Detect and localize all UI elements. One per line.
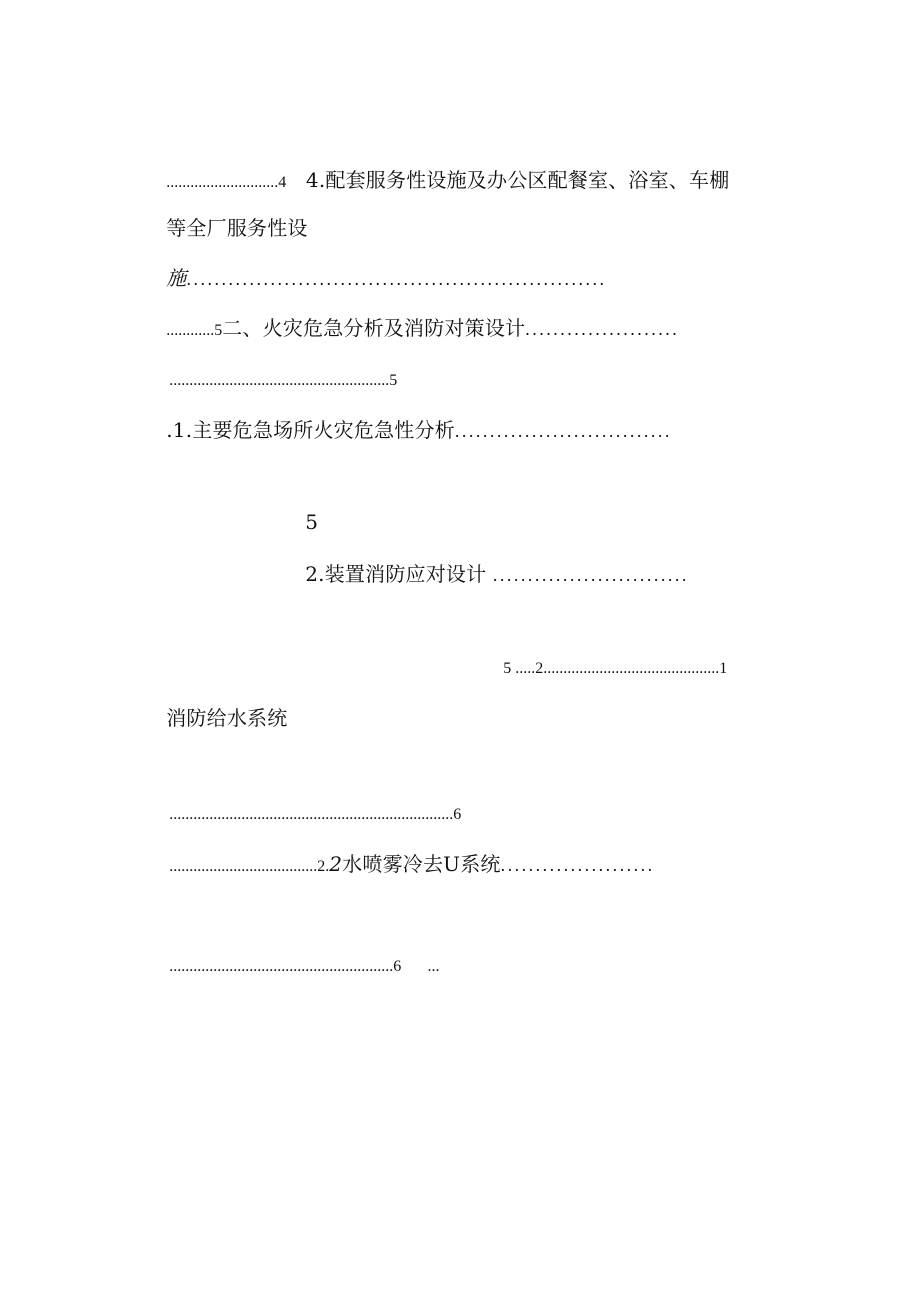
toc-entry-fire-design: 2.装置消防应对设计: [305, 562, 487, 586]
toc-entry-water-supply: 消防给水系统: [166, 706, 288, 730]
toc-leader-dots: ......................: [525, 319, 680, 339]
toc-line-9: [477, 630, 727, 705]
toc-line-8: [279, 538, 689, 611]
toc-entry-number: 5 .....2.: [503, 660, 548, 677]
toc-line-13: [143, 928, 439, 1003]
toc-leader-dots: .....................................2.: [169, 858, 330, 875]
toc-leader-dots: ...............................: [454, 421, 672, 441]
toc-leader-dots: ............5: [166, 322, 223, 339]
toc-leader-dots: ............................: [492, 565, 689, 585]
toc-line-6: [140, 394, 672, 467]
toc-entry-fire-hazard-analysis: 二、火灾危急分析及消防对策设计: [222, 316, 526, 340]
toc-line-10: [140, 682, 287, 754]
toc-leader-dots: ...........................................1: [547, 660, 728, 677]
toc-leader-dots: .......................................................5: [169, 372, 398, 389]
toc-leader-dots: ............................................................: [186, 269, 607, 289]
toc-entry-continuation: 施: [166, 266, 187, 290]
toc-leader-dots: ......................: [500, 855, 655, 875]
toc-entry-number: 2: [329, 852, 343, 876]
toc-entry-service-facilities: 4.配套服务性设施及办公区配餐室、浴室、车棚: [305, 168, 730, 192]
toc-ellipsis: ...: [427, 958, 440, 975]
toc-entry-continuation: 等全厂服务性设: [166, 216, 308, 240]
toc-entry-hazard-site-analysis: .1.主要危急场所火灾危急性分析: [166, 418, 455, 442]
toc-entry-water-spray: 水喷雾冷去U系统: [342, 852, 501, 876]
toc-line-12: [143, 828, 655, 903]
toc-leader-dots: ........................................................6: [169, 958, 402, 975]
toc-leader-dots: ............................4: [166, 174, 287, 191]
toc-page-number: 5: [305, 510, 319, 534]
toc-leader-dots: .......................................................................6: [169, 806, 462, 823]
